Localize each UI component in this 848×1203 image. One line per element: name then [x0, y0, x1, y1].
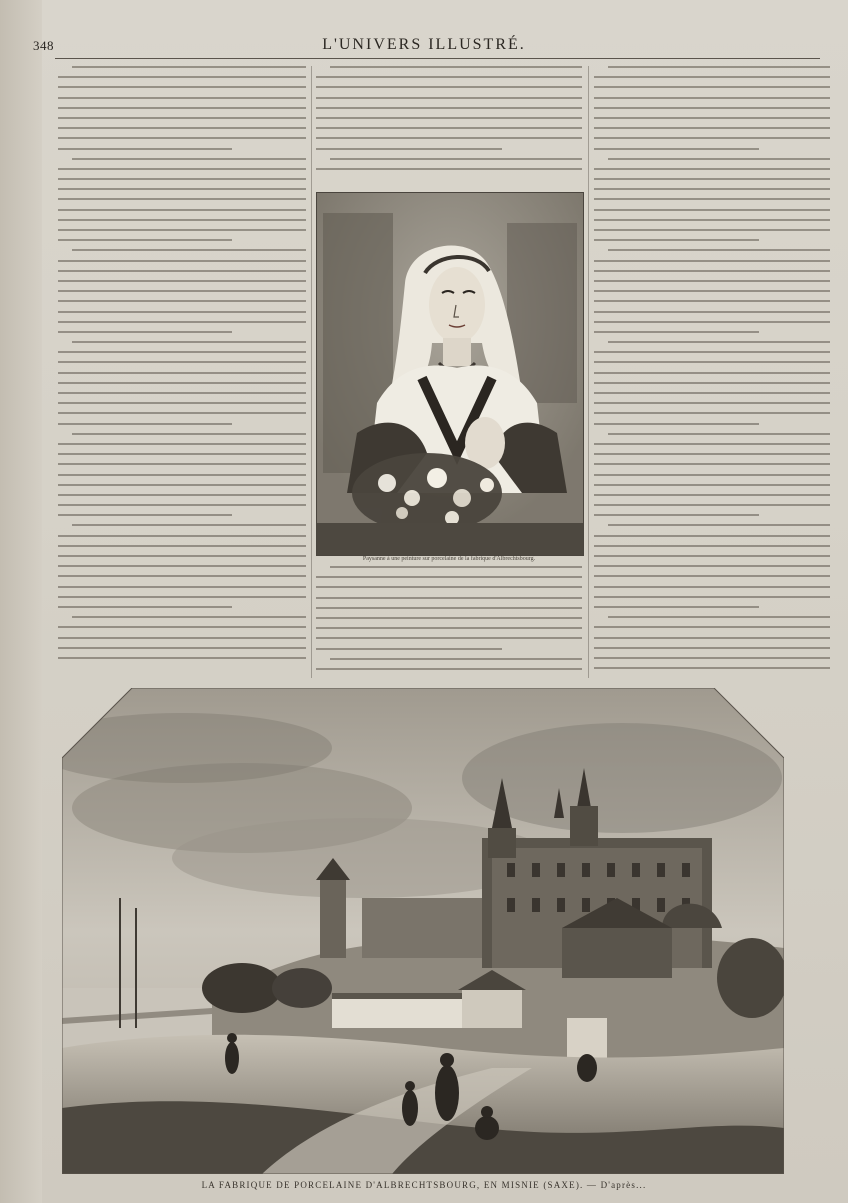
- text-line: [58, 545, 306, 547]
- text-line: [594, 575, 830, 577]
- text-line: [608, 433, 830, 435]
- text-line: [594, 76, 830, 78]
- text-line: [72, 66, 306, 68]
- text-line: [58, 117, 306, 119]
- text-line: [316, 168, 582, 170]
- text-line: [594, 219, 830, 221]
- text-line: [594, 555, 830, 557]
- text-line: [594, 107, 830, 109]
- text-line: [594, 178, 830, 180]
- text-line: [58, 148, 232, 150]
- text-line: [316, 637, 582, 639]
- text-line: [594, 331, 759, 333]
- text-line: [58, 178, 306, 180]
- text-line: [594, 443, 830, 445]
- text-line: [58, 474, 306, 476]
- text-line: [594, 127, 830, 129]
- text-line: [594, 168, 830, 170]
- text-line: [72, 616, 306, 618]
- text-column-left: [58, 66, 306, 678]
- text-line: [594, 545, 830, 547]
- text-line: [58, 168, 306, 170]
- text-line: [594, 474, 830, 476]
- text-line: [594, 321, 830, 323]
- text-line: [58, 382, 306, 384]
- text-line: [594, 209, 830, 211]
- text-column-middle-bottom: [316, 566, 582, 678]
- text-line: [594, 494, 830, 496]
- text-line: [330, 566, 582, 568]
- text-line: [58, 321, 306, 323]
- text-line: [72, 524, 306, 526]
- text-line: [330, 158, 582, 160]
- text-line: [594, 586, 830, 588]
- text-line: [58, 361, 306, 363]
- text-line: [58, 127, 306, 129]
- text-line: [58, 514, 232, 516]
- text-line: [316, 627, 582, 629]
- page-number: 348: [33, 38, 54, 53]
- portrait-illustration: [316, 192, 584, 556]
- text-line: [594, 412, 830, 414]
- text-line: [58, 260, 306, 262]
- text-line: [316, 607, 582, 609]
- portrait-engraving-art: [317, 193, 583, 555]
- text-line: [594, 463, 830, 465]
- text-line: [58, 453, 306, 455]
- text-line: [594, 606, 759, 608]
- text-line: [608, 66, 830, 68]
- header-rule: [55, 58, 820, 59]
- text-line: [58, 392, 306, 394]
- text-line: [58, 300, 306, 302]
- text-line: [594, 453, 830, 455]
- text-line: [58, 463, 306, 465]
- running-title: L'UNIVERS ILLUSTRÉ.: [322, 36, 526, 53]
- text-line: [316, 148, 502, 150]
- text-line: [594, 361, 830, 363]
- text-line: [594, 239, 759, 241]
- text-line: [594, 137, 830, 139]
- column-divider: [588, 66, 589, 678]
- text-line: [58, 402, 306, 404]
- text-line: [58, 586, 306, 588]
- text-line: [316, 127, 582, 129]
- column-divider: [311, 66, 312, 678]
- text-line: [594, 229, 830, 231]
- page-gutter: [0, 0, 42, 1203]
- text-line: [58, 86, 306, 88]
- text-line: [58, 76, 306, 78]
- text-line: [58, 311, 306, 313]
- text-line: [58, 280, 306, 282]
- text-line: [58, 412, 306, 414]
- text-line: [316, 137, 582, 139]
- text-line: [58, 555, 306, 557]
- text-line: [316, 648, 502, 650]
- text-line: [594, 382, 830, 384]
- landscape-illustration: [62, 688, 784, 1174]
- text-line: [594, 351, 830, 353]
- text-line: [594, 504, 830, 506]
- text-line: [58, 606, 232, 608]
- text-line: [594, 392, 830, 394]
- landscape-caption: LA FABRIQUE DE PORCELAINE D'ALBRECHTSBOURG, EN MISNIE (SAXE). — D'après...: [201, 1180, 647, 1190]
- text-line: [72, 158, 306, 160]
- text-line: [58, 657, 306, 659]
- text-line: [594, 402, 830, 404]
- text-line: [594, 372, 830, 374]
- text-column-right: [594, 66, 830, 694]
- text-line: [594, 260, 830, 262]
- text-line: [594, 117, 830, 119]
- text-line: [58, 97, 306, 99]
- text-line: [58, 188, 306, 190]
- text-line: [58, 423, 232, 425]
- text-line: [58, 351, 306, 353]
- text-line: [594, 188, 830, 190]
- text-line: [58, 565, 306, 567]
- text-line: [58, 137, 306, 139]
- text-line: [594, 311, 830, 313]
- text-line: [594, 565, 830, 567]
- text-line: [594, 626, 830, 628]
- text-line: [608, 158, 830, 160]
- text-line: [594, 484, 830, 486]
- text-line: [58, 331, 232, 333]
- text-line: [58, 484, 306, 486]
- text-line: [58, 209, 306, 211]
- text-line: [316, 597, 582, 599]
- text-line: [58, 596, 306, 598]
- text-line: [58, 239, 232, 241]
- text-line: [608, 616, 830, 618]
- text-line: [316, 86, 582, 88]
- text-line: [594, 148, 759, 150]
- text-line: [594, 97, 830, 99]
- portrait-caption: Paysanne à une peinture sur porcelaine de la fabrique d'Albrechtsbourg.: [362, 556, 536, 562]
- text-line: [58, 626, 306, 628]
- text-line: [594, 514, 759, 516]
- text-line: [58, 290, 306, 292]
- text-line: [316, 76, 582, 78]
- text-line: [608, 524, 830, 526]
- text-line: [58, 637, 306, 639]
- text-line: [594, 596, 830, 598]
- text-line: [316, 668, 582, 670]
- text-line: [58, 270, 306, 272]
- text-line: [594, 290, 830, 292]
- text-line: [330, 66, 582, 68]
- text-line: [594, 270, 830, 272]
- text-line: [594, 300, 830, 302]
- text-line: [594, 667, 830, 669]
- text-line: [58, 575, 306, 577]
- text-line: [72, 249, 306, 251]
- text-line: [608, 341, 830, 343]
- text-line: [594, 280, 830, 282]
- text-line: [594, 637, 830, 639]
- text-line: [72, 433, 306, 435]
- text-line: [58, 494, 306, 496]
- text-line: [58, 647, 306, 649]
- text-column-middle-top: [316, 66, 582, 184]
- text-line: [594, 198, 830, 200]
- text-line: [58, 219, 306, 221]
- text-line: [594, 535, 830, 537]
- text-line: [316, 617, 582, 619]
- text-line: [316, 97, 582, 99]
- text-line: [594, 86, 830, 88]
- text-line: [316, 117, 582, 119]
- text-line: [72, 341, 306, 343]
- text-line: [58, 443, 306, 445]
- text-line: [316, 576, 582, 578]
- text-line: [316, 586, 582, 588]
- text-line: [330, 658, 582, 660]
- text-line: [58, 229, 306, 231]
- text-line: [608, 249, 830, 251]
- text-line: [594, 657, 830, 659]
- text-line: [58, 372, 306, 374]
- text-line: [594, 423, 759, 425]
- text-line: [58, 198, 306, 200]
- text-line: [58, 504, 306, 506]
- text-line: [594, 647, 830, 649]
- albrechtsburg-engraving-art: [62, 688, 784, 1174]
- text-line: [58, 107, 306, 109]
- text-line: [316, 107, 582, 109]
- text-line: [58, 535, 306, 537]
